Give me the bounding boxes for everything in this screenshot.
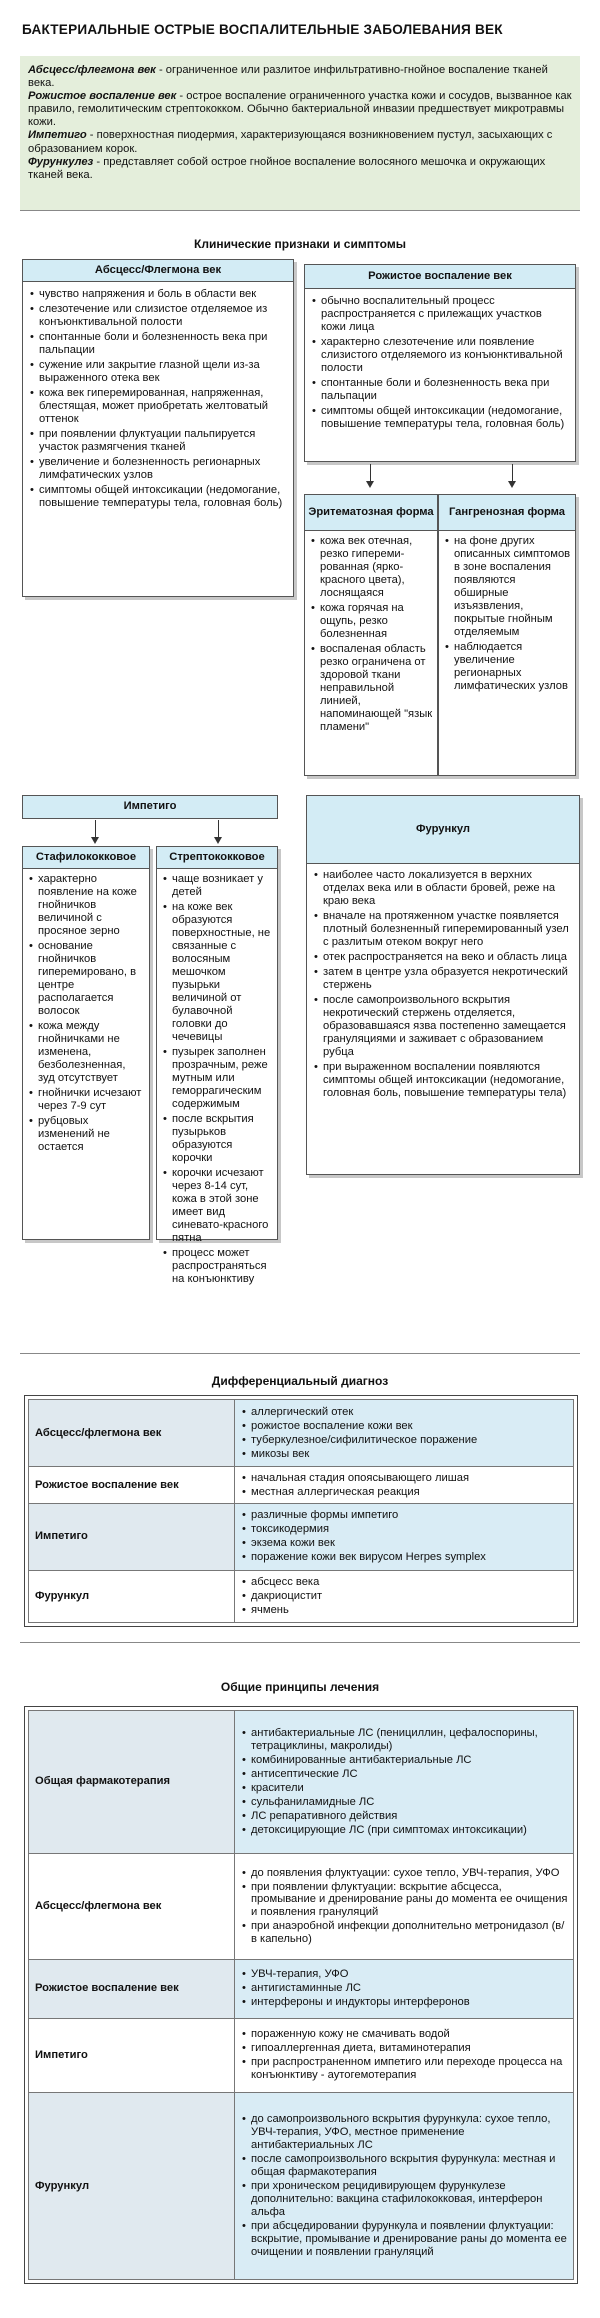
definition-furuncle — [28, 156, 572, 182]
list-item: • симптомы общей интоксикации (недомогание, повышение температуры тела, головная боль) — [309, 405, 569, 431]
list-item: • после вскрытия пузырьков образуются корочки — [160, 1113, 274, 1165]
abscess-header: Абсцесс/Флегмона век — [23, 260, 293, 282]
list-item: • вначале на протяженном участке появляется плотный болезненный гиперемированный узел с разлитым отеком вокруг него — [311, 910, 573, 949]
list-item: • воспаленая область резко ограничена от здоровой ткани неправильной линией, напоминающей "язык пламени" — [308, 643, 433, 734]
differential-table — [24, 1395, 578, 1627]
abscess-symptom-list — [23, 282, 293, 510]
row-content — [235, 1503, 574, 1570]
furuncle-symptom-list — [307, 864, 579, 1100]
list-item: • гнойнички исчезают через 7-9 сут — [26, 1087, 145, 1113]
list-item: • наблюдается увеличение регионарных лимфатических узлов — [442, 641, 571, 693]
list-item: • при анаэробной инфекции дополнительно метронидазол (в/в капельно) — [239, 1920, 569, 1946]
list-item: • токсикодермия — [239, 1523, 569, 1536]
list-item: • после самопроизвольного вскрытия фурункула: местная и общая фармакотерапия — [239, 2153, 569, 2179]
erysipelas-symptom-list — [305, 289, 575, 431]
table-row — [29, 1503, 574, 1570]
furuncle-header: Фурункул — [307, 796, 579, 864]
row-content — [235, 1711, 574, 1854]
list-item: • до появления флуктуации: сухое тепло, УВЧ-терапия, УФО — [239, 1867, 569, 1880]
list-item: • до самопроизвольного вскрытия фурункула: сухое тепло, УВЧ-терапия, УФО, местное применение антибактериальных ЛС — [239, 2113, 569, 2152]
list-item: • антигистаминные ЛС — [239, 1982, 569, 1995]
list-item: • аллергический отек — [239, 1406, 569, 1419]
list-item: • затем в центре узла образуется некротический стержень — [311, 966, 573, 992]
list-item: • начальная стадия опоясывающего лишая — [239, 1472, 569, 1485]
row-label: Импетиго — [29, 2018, 235, 2092]
row-label: Абсцесс/флегмона век — [29, 1853, 235, 1959]
row-label: Фурункул — [29, 2093, 235, 2280]
table-row — [29, 1853, 574, 1959]
divider — [20, 210, 580, 211]
erythematous-form-list — [305, 531, 437, 734]
divider — [20, 1353, 580, 1354]
list-item: • после самопроизвольного вскрытия некротический стержень отделяется, образовавшаяся язва постепенно замещается грануляциями и заживает с образованием рубца — [311, 994, 573, 1059]
list-item: • ячмень — [239, 1604, 569, 1617]
clinical-title: Клинические признаки и симптомы — [194, 237, 406, 251]
row-label: Фурункул — [29, 1571, 235, 1623]
row-label: Рожистое воспаление век — [29, 1467, 235, 1504]
erysipelas-header: Рожистое воспаление век — [305, 265, 575, 289]
list-item: • слезотечение или слизистое отделяемое из конъюнктивальной полости — [27, 303, 287, 329]
row-content — [235, 1467, 574, 1504]
streptococcal-header: Стрептококковое — [157, 847, 277, 869]
definition-term: Фурункулез — [28, 155, 94, 168]
list-item: • корочки исчезают через 8-14 сут, кожа в этой зоне имеет вид синевато-красного пятна — [160, 1167, 274, 1245]
list-item: • характерно появление на коже гнойничков величиной с просяное зерно — [26, 873, 145, 938]
list-item: • при появлении флуктуации: вскрытие абсцесса, промывание и дренирование раны до момента ее очищения и появления грануляций — [239, 1881, 569, 1920]
row-content — [235, 2018, 574, 2092]
list-item: • при выраженном воспалении появляются симптомы общей интоксикации (недомогание, головная боль, повышение температуры тела) — [311, 1061, 573, 1100]
impetigo-header: Импетиго — [23, 796, 277, 818]
list-item: • абсцесс века — [239, 1576, 569, 1589]
differential-title: Дифференциальный диагноз — [211, 1374, 389, 1388]
list-item: • отек распространяется на веко и область лица — [311, 951, 573, 964]
list-item: • туберкулезное/сифилитическое поражение — [239, 1434, 569, 1447]
impetigo-box — [22, 795, 278, 819]
row-label: Рожистое воспаление век — [29, 1960, 235, 2019]
list-item: • кожа между гнойничками не изменена, безболезненная, зуд отсутствует — [26, 1020, 145, 1085]
erythematous-form-box — [304, 494, 438, 776]
streptococcal-list — [157, 869, 277, 1286]
list-item: • рубцовых изменений не остается — [26, 1115, 145, 1154]
list-item: • при появлении флуктуации пальпируется участок размягчения тканей — [27, 428, 287, 454]
abscess-box — [22, 259, 294, 597]
list-item: • ЛС репаративного действия — [239, 1810, 569, 1823]
list-item: • кожа век отечная, резко гипереми-рованная (ярко-красного цвета), лоснящаяся — [308, 535, 433, 600]
table-row — [29, 1571, 574, 1623]
table-row — [29, 1467, 574, 1504]
erythematous-form-header: Эритематозная форма — [305, 495, 437, 531]
list-item: • антисептические ЛС — [239, 1768, 569, 1781]
list-item: • гипоаллергенная диета, витаминотерапия — [239, 2042, 569, 2055]
table-row — [29, 1400, 574, 1467]
table-row — [29, 1711, 574, 1854]
list-item: • местная аллергическая реакция — [239, 1486, 569, 1499]
page-title: БАКТЕРИАЛЬНЫЕ ОСТРЫЕ ВОСПАЛИТЕЛЬНЫЕ ЗАБОЛЕВАНИЯ ВЕК — [22, 22, 503, 37]
definition-text: - представляет собой острое гнойное воспаление волосяного мешочка и окружающих тканей века. — [28, 155, 546, 181]
furuncle-box — [306, 795, 580, 1175]
list-item: • чувство напряжения и боль в области век — [27, 288, 287, 301]
list-item: • экзема кожи век — [239, 1537, 569, 1550]
list-item: • на коже век образуются поверхностные, не связанные с волосяным мешочком пузырьки величиной от булавочной головки до чечевицы — [160, 901, 274, 1044]
list-item: • поражение кожи век вирусом Herpes symplex — [239, 1551, 569, 1564]
list-item: • при хроническом рецидивирующем фурункулезе дополнительно: вакцина стафилококковая, интерферон альфа — [239, 2180, 569, 2219]
row-label: Импетиго — [29, 1503, 235, 1570]
row-content — [235, 2093, 574, 2280]
list-item: • пораженную кожу не смачивать водой — [239, 2028, 569, 2041]
definition-erysipelas — [28, 90, 572, 129]
list-item: • при распространенном импетиго или переходе процесса на конъюнктиву - аутогемотерапия — [239, 2056, 569, 2082]
staphylococcal-impetigo-box — [22, 846, 150, 1240]
row-content — [235, 1960, 574, 2019]
arrow-down-icon — [512, 464, 513, 482]
list-item: • наиболее часто локализуется в верхних отделах века или в области бровей, реже на краю века — [311, 869, 573, 908]
table-row — [29, 1960, 574, 2019]
definition-abscess — [28, 64, 572, 90]
definition-term: Импетиго — [28, 129, 87, 142]
erysipelas-box — [304, 264, 576, 462]
list-item: • пузырек заполнен прозрачным, реже мутным или геморрагическим содержимым — [160, 1046, 274, 1111]
list-item: • кожа век гиперемированная, напряженная, блестящая, может приобретать желтоватый оттенок — [27, 387, 287, 426]
list-item: • сужение или закрытие глазной щели из-за выраженного отека век — [27, 359, 287, 385]
definition-impetigo — [28, 129, 572, 155]
definition-text: - поверхностная пиодермия, характеризующаяся возникновением пустул, засыхающих с образованием корок. — [28, 129, 553, 155]
list-item: • увеличение и болезненность регионарных лимфатических узлов — [27, 456, 287, 482]
arrow-down-icon — [218, 820, 219, 838]
list-item: • характерно слезотечение или появление слизистого отделяемого из конъюнктивальной полости — [309, 336, 569, 375]
gangrenous-form-box — [438, 494, 576, 776]
gangrenous-form-header: Гангренозная форма — [439, 495, 575, 531]
streptococcal-impetigo-box — [156, 846, 278, 1285]
list-item: • антибактериальные ЛС (пенициллин, цефалоспорины, тетрациклины, макролиды) — [239, 1727, 569, 1753]
arrow-down-icon — [370, 464, 371, 482]
list-item: • сульфаниламидные ЛС — [239, 1796, 569, 1809]
divider — [20, 1642, 580, 1643]
list-item: • процесс может распространяться на конъюнктиву — [160, 1247, 274, 1286]
row-content — [235, 1400, 574, 1467]
list-item: • рожистое воспаление кожи век — [239, 1420, 569, 1433]
list-item: • кожа горячая на ощупь, резко болезненная — [308, 602, 433, 641]
definition-text: - острое воспаление ограниченного участка кожи и сосудов, вызванное как правило, гемолитическим стрептококком. Обычно бактериальной инвазии предшествует микротравмы кожи. — [28, 90, 572, 129]
row-label: Общая фармакотерапия — [29, 1711, 235, 1854]
treatment-table — [24, 1706, 578, 2284]
definition-term: Рожистое воспаление век — [28, 90, 177, 103]
list-item: • на фоне других описанных симптомов в зоне воспаления появляются обширные изъязвления, покрытые гнойным отделяемым — [442, 535, 571, 639]
definition-text: - ограниченное или разлитое инфильтративно-гнойное воспаление тканей века. — [28, 64, 548, 90]
list-item: • спонтанные боли и болезненность века при пальпации — [27, 331, 287, 357]
list-item: • дакриоцистит — [239, 1590, 569, 1603]
gangrenous-form-list — [439, 531, 575, 693]
list-item: • при абсцедировании фурункула и появлении флуктуации: вскрытие, промывание и дренирование раны до момента ее очищении и появлении грануляций — [239, 2220, 569, 2259]
list-item: • УВЧ-терапия, УФО — [239, 1968, 569, 1981]
row-label: Абсцесс/флегмона век — [29, 1400, 235, 1467]
list-item: • различные формы импетиго — [239, 1509, 569, 1522]
list-item: • микозы век — [239, 1448, 569, 1461]
definition-term: Абсцесс/флегмона век — [28, 64, 156, 76]
definitions-panel — [20, 56, 580, 210]
list-item: • обычно воспалительный процесс распространяется с прилежащих участков кожи лица — [309, 295, 569, 334]
list-item: • детоксицирующие ЛС (при симптомах интоксикации) — [239, 1824, 569, 1837]
list-item: • интерфероны и индукторы интерферонов — [239, 1996, 569, 2009]
list-item: • симптомы общей интоксикации (недомогание, повышение температуры тела, головная боль) — [27, 484, 287, 510]
staphylococcal-list — [23, 869, 149, 1154]
table-row — [29, 2093, 574, 2280]
list-item: • основание гнойничков гиперемировано, в центре располагается волосок — [26, 940, 145, 1018]
list-item: • красители — [239, 1782, 569, 1795]
staphylococcal-header: Стафилококковое — [23, 847, 149, 869]
treatment-title: Общие принципы лечения — [220, 1680, 380, 1694]
table-row — [29, 2018, 574, 2092]
list-item: • чаще возникает у детей — [160, 873, 274, 899]
row-content — [235, 1853, 574, 1959]
row-content — [235, 1571, 574, 1623]
arrow-down-icon — [95, 820, 96, 838]
list-item: • спонтанные боли и болезненность века при пальпации — [309, 377, 569, 403]
list-item: • комбинированные антибактериальные ЛС — [239, 1754, 569, 1767]
